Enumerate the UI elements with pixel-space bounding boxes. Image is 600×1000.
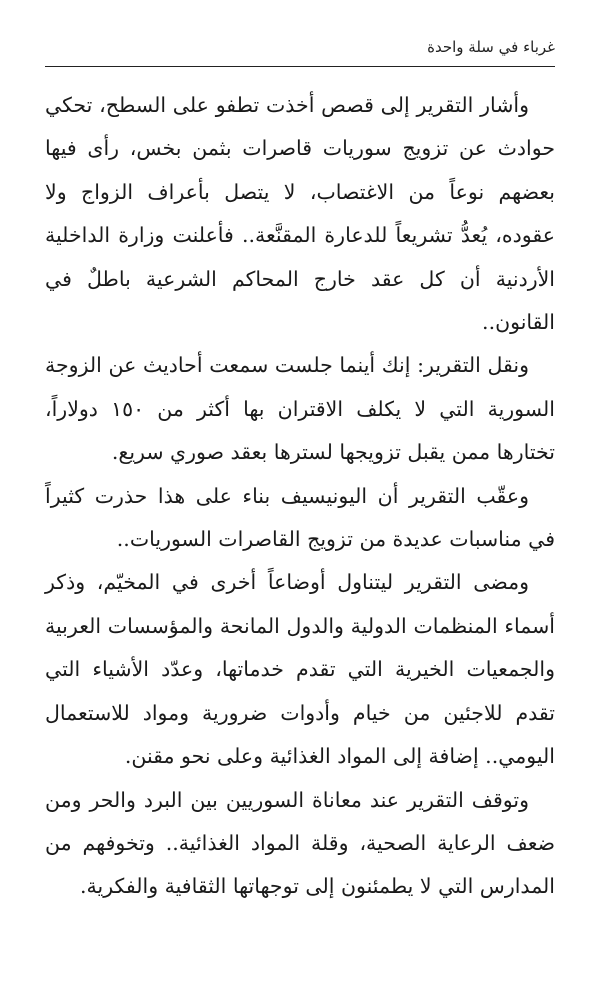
- running-header: [45, 36, 555, 67]
- body-text: [45, 84, 555, 909]
- paragraph-5: وتوقف التقرير عند معاناة السوريين بين البرد والحر ومن ضعف الرعاية الصحية، وقلة المواد الغذائية.. وتخوفهم من المدارس التي لا يطمئنون إلى توجهاتها الثقافية والفكرية.: [45, 787, 555, 899]
- paragraph-2: ونقل التقرير: إنك أينما جلست سمعت أحاديث عن الزوجة السورية التي لا يكلف الاقتران بها أكثر من ١٥٠ دولاراً، تختارها ممن يقبل تزويجها لسترها بعقد صوري سريع.: [45, 353, 555, 465]
- paragraph-1: وأشار التقرير إلى قصص أخذت تطفو على السطح، تحكي حوادث عن تزويج سوريات قاصرات بثمن بخس، رأى فيها بعضهم نوعاً من الاغتصاب، لا يتصل بأعراف الزواج ولا عقوده، يُعدُّ تشريعاً للدعارة المقنَّعة.. فأعلنت وزارة الداخلية الأردنية أن كل عقد خارج المحاكم الشرعية باطلٌ في القانون..: [45, 93, 555, 335]
- paragraph-3: وعقّب التقرير أن اليونيسيف بناء على هذا حذرت كثيراً في مناسبات عديدة من تزويج القاصرات السوريات..: [45, 483, 555, 552]
- running-title: غرباء في سلة واحدة: [427, 38, 555, 56]
- paragraph-4: ومضى التقرير ليتناول أوضاعاً أخرى في المخيّم، وذكر أسماء المنظمات الدولية والدول المانحة والمؤسسات العربية والجمعيات الخيرية التي تقدم خدماتها، وعدّد الأشياء التي تقدم للاجئين من خيام وأدوات ضرورية ومواد للاستعمال اليومي.. إضافة إلى المواد الغذائية وعلى نحو مقنن.: [45, 570, 555, 769]
